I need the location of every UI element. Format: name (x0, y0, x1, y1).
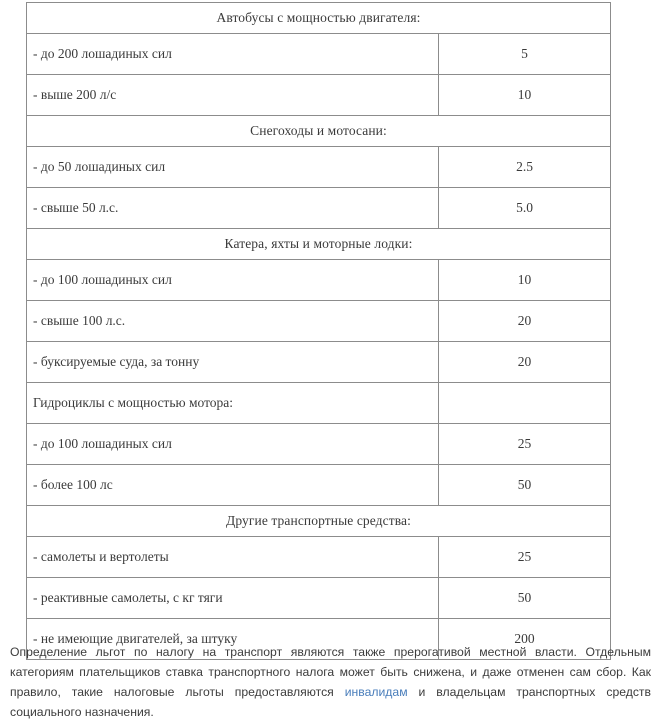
table-section-row (27, 116, 611, 147)
table-row (27, 34, 611, 75)
table-row (27, 465, 611, 506)
section-header-label: Автобусы с мощностью двигателя: (27, 3, 611, 34)
transport-tax-table (26, 2, 611, 660)
table-row (27, 342, 611, 383)
table-row (27, 188, 611, 229)
note-text-part-2: и владельцам транспортных средств социального назначения. (10, 685, 651, 720)
section-header-label: Катера, яхты и моторные лодки: (27, 229, 611, 260)
row-label: - до 100 лошадиных сил (27, 260, 439, 301)
table-row (27, 537, 611, 578)
row-value: 5 (439, 34, 611, 75)
row-label: Гидроциклы с мощностью мотора: (27, 383, 439, 424)
row-label: - реактивные самолеты, с кг тяги (27, 578, 439, 619)
table-row (27, 75, 611, 116)
row-label: - выше 200 л/с (27, 75, 439, 116)
row-value: 50 (439, 578, 611, 619)
row-label: - свыше 50 л.с. (27, 188, 439, 229)
table-row (27, 260, 611, 301)
table-row (27, 578, 611, 619)
table-row (27, 301, 611, 342)
table-section-row (27, 229, 611, 260)
row-label: - не имеющие двигателей, за штуку (27, 619, 439, 660)
row-value: 2.5 (439, 147, 611, 188)
row-value: 25 (439, 537, 611, 578)
table-row (27, 383, 611, 424)
row-value: 50 (439, 465, 611, 506)
transport-tax-table-container (26, 2, 610, 660)
row-label: - самолеты и вертолеты (27, 537, 439, 578)
row-label: - до 50 лошадиных сил (27, 147, 439, 188)
row-value: 5.0 (439, 188, 611, 229)
disabled-persons-link[interactable]: инвалидам (344, 685, 408, 700)
row-label: - более 100 лс (27, 465, 439, 506)
transport-tax-table-body (27, 3, 611, 660)
row-value (439, 383, 611, 424)
table-section-row (27, 506, 611, 537)
tax-benefits-note (10, 642, 651, 722)
row-value: 20 (439, 342, 611, 383)
table-section-row (27, 3, 611, 34)
row-label: - свыше 100 л.с. (27, 301, 439, 342)
row-label: - до 200 лошадиных сил (27, 34, 439, 75)
row-value: 10 (439, 75, 611, 116)
row-label: - до 100 лошадиных сил (27, 424, 439, 465)
row-value: 10 (439, 260, 611, 301)
section-header-label: Другие транспортные средства: (27, 506, 611, 537)
table-row (27, 424, 611, 465)
row-value: 20 (439, 301, 611, 342)
section-header-label: Снегоходы и мотосани: (27, 116, 611, 147)
row-label: - буксируемые суда, за тонну (27, 342, 439, 383)
table-row (27, 147, 611, 188)
row-value: 200 (439, 619, 611, 660)
note-text-part-1: Определение льгот по налогу на транспорт являются также прерогативой местной власти. Отдельным категориям плательщиков ставка транспортного налога может быть снижена, и даже отменен сам сбор. Как правило, такие налоговые льготы предоставляются (10, 645, 651, 700)
row-value: 25 (439, 424, 611, 465)
